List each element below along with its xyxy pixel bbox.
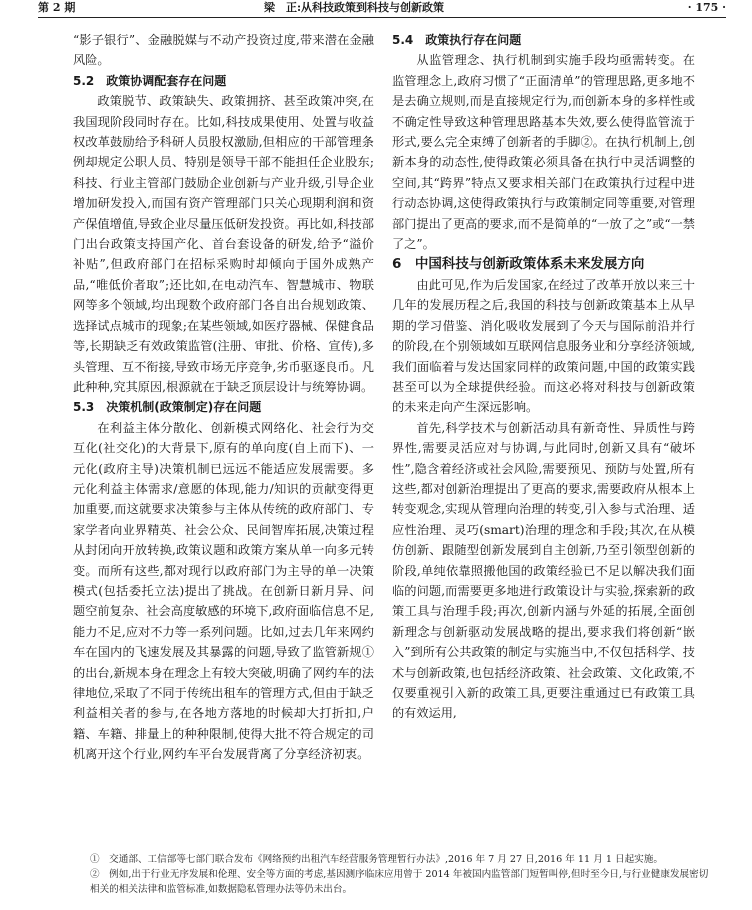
section-6-paragraph-1: 由此可见,作为后发国家,在经过了改革开放以来三十几年的发展历程之后,我国的科技与创新政策基本上从早期的学习借鉴、消化吸收发展到了今天与国际前沿并行的阶段,在个别领域如互联网信息服务业和分享经济领域,我们面临着与发达国家同样的政策问题,中国的政策实践甚至可以为全球提供经验。而这必将对科技与创新政策的未来走向产生深远影响。 — [392, 277, 695, 415]
section-5-3-paragraph: 在利益主体分散化、创新模式网络化、社会行为交互化(社交化)的大背景下,原有的单向度(自上而下)、一元化(政府主导)决策机制已远远不能适应发展需要。多元化利益主体需求/意愿的体现,能力/知识的贡献变得更加重要,而这就要求决策参与主体从传统的政府部门、专家学者向业界精英、社会公众、民间智库拓展,决策过程从封闭向开放转换,政策议题和政策方案从单一向多元转变。而所有这些,都对现行以政府部门为主导的单一决策模式(包括委托立法)提出了挑战。在创新日新月异、问题空前复杂、社会高度敏感的环境下,政府面临信息不足,能力不足,应对不力等一系列问题。比如,过去几年来网约车在国内的飞速发展及其暴露的问题,导致了监管新规①的出台,新规本身在理念上有较大突破,明确了网约车的法律地位,采取了不同于传统出租车的管理方式,但由于缺乏利益相关者的参与,在各地方落地的时候却大打折扣,户籍、车籍、排量上的种种限制,使得大批不符合规定的司机离开这个行业,网约车平台发展背离了分享经济初衷。 — [73, 420, 374, 762]
footnotes — [90, 852, 714, 897]
intro-paragraph: “影子银行”、金融脱媒与不动产投资过度,带来潜在金融风险。 — [73, 33, 374, 68]
issue-number: 第 2 期 — [38, 1, 76, 14]
section-6-paragraph-2: 首先,科学技术与创新活动具有新奇性、异质性与跨界性,需要灵活应对与协调,与此同时,创新又具有“破坏性”,隐含着经济或社会风险,需要预见、预防与处置,所有这些,都对创新治理提出了更高的要求,需要政府从根本上转变观念,实现从管理向治理的转变,引入参与式治理、适应性治理、灵巧(smart)治理的理念和手段;其次,在从模仿创新、跟随型创新发展到自主创新,乃至引领型创新的阶段,单纯依靠照搬他国的政策经验已不足以解决我们面临的问题,而需要更多地进行政策设计与实验,探索新的政策工具与治理手段;再次,创新内涵与外延的拓展,全面创新理念与创新驱动发展战略的提出,要求我们将创新“嵌入”到所有公共政策的制定与实施当中,不仅包括科学、技术与创新政策,也包括经济政策、社会政策、文化政策,不仅要重视引入新的政策工具,更要注重通过已有政策工具的有效运用, — [392, 420, 695, 721]
section-5-2-paragraph: 政策脱节、政策缺失、政策拥挤、甚至政策冲突,在我国现阶段同时存在。比如,科技成果使用、处置与收益权改革鼓励给予科研人员股权激励,但相应的干部管理条例却规定公职人员、特别是领导干部不能担任企业股东;科技、行业主管部门鼓励企业创新与产业升级,引导企业增加研发投入,而国有资产管理部门只关心现期利润和资产保值增值,导致企业尽量压低研发投资。再比如,科技部门出台政策支持国产化、首台套设备的研发,给予“溢价补贴”,但政府部门在招标采购时却倾向于国外成熟产品,“唯低价者取”;还比如,在电动汽车、智慧城市、物联网等多个领域,均出现数个政府部门各自出台规划政策、选择试点城市的现象;在某些领域,如医疗器械、保健食品等,长期缺乏有效政策监管(注册、审批、价格、宣传),多头管理、互不衔接,导致市场无序竞争,劣币驱逐良币。凡此种种,究其原因,根源就在于缺乏顶层设计与统筹协调。 — [73, 94, 374, 394]
footnote-1: ① 交通部、工信部等七部门联合发布《网络预约出租汽车经营服务管理暂行办法》,2016 年 7 月 27 日,2016 年 11 月 1 日起实施。 — [90, 854, 663, 865]
running-title: 梁 正:从科技政策到科技与创新政策 — [264, 1, 445, 14]
right-column — [392, 30, 695, 724]
section-5-3-heading: 5.3 决策机制(政策制定)存在问题 — [73, 400, 262, 415]
running-header — [38, 0, 726, 18]
footnote-2: ② 例如,出于行业无序发展和伦理、安全等方面的考虑,基因测序临床应用曾于 2014 年被国内监管部门短暂叫停,但时至今日,与行业健康发展密切相关的相关法律和监管标准,如数据隐私管理办法等仍未出台。 — [90, 869, 709, 895]
left-column — [73, 30, 374, 765]
section-6-heading: 6 中国科技与创新政策体系未来发展方向 — [392, 256, 645, 273]
page-number: · 175 · — [687, 1, 726, 14]
section-5-4-heading: 5.4 政策执行存在问题 — [392, 33, 522, 47]
section-5-4-paragraph: 从监管理念、执行机制到实施手段均亟需转变。在监管理念上,政府习惯了“正面清单”的管理思路,更多地不是去确立规则,而是直接规定行为,而创新本身的多样性或不确定性导致这种管理思路基本失效,要么使得监管流于形式,要么完全束缚了创新者的手脚②。在执行机制上,创新本身的动态性,使得政策必须具备在执行中灵活调整的空间,其“跨界”特点又要求相关部门在政策执行过程中进行动态协调,这使得政策执行与政策制定同等重要,对管理部门提出了更高的要求,而不是简单的“一放了之”或“一禁了之”。 — [392, 53, 695, 252]
section-5-2-heading: 5.2 政策协调配套存在问题 — [73, 73, 227, 88]
